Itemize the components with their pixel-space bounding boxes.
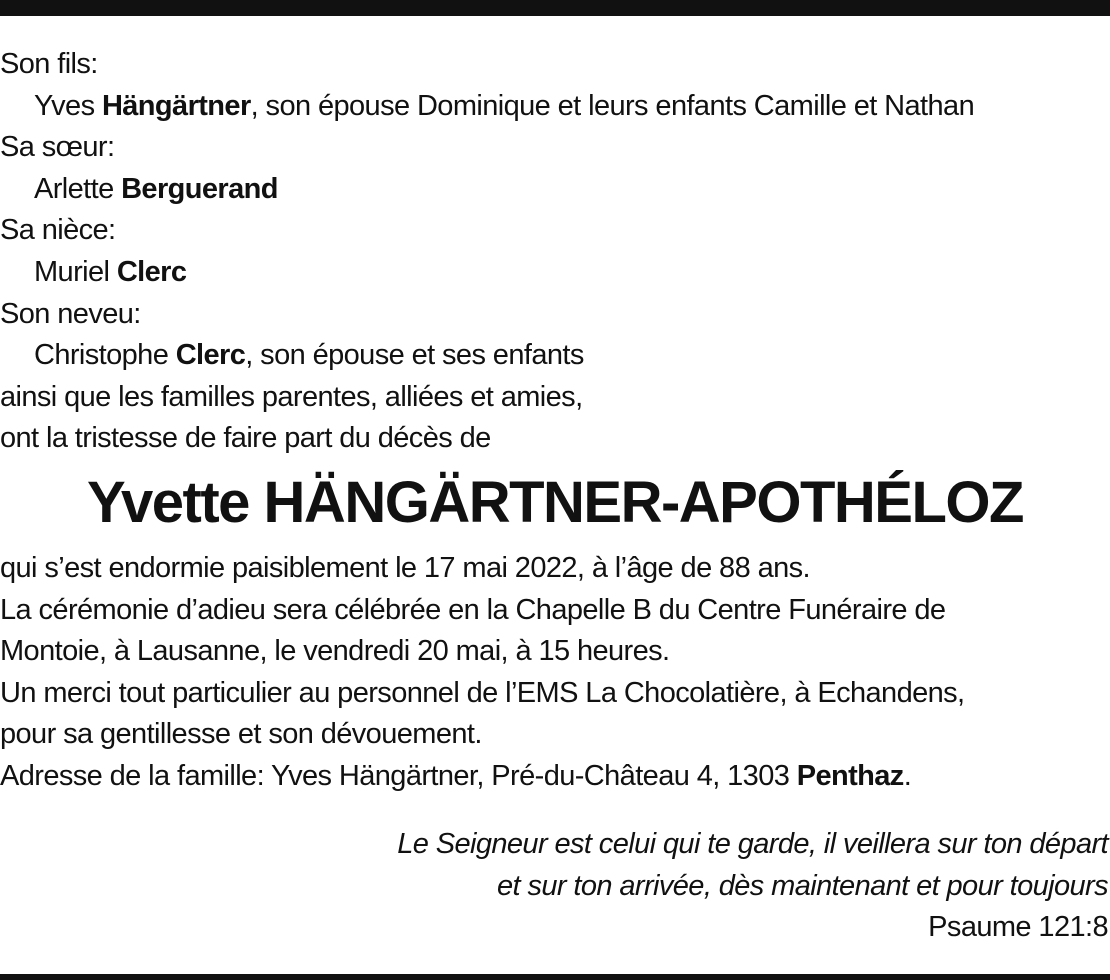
member-details: , son épouse Dominique et leurs enfants Camille et Nathan [250, 89, 975, 122]
address-suffix: . [903, 759, 912, 792]
verse-line: et sur ton arrivée, dès maintenant et pour toujours [497, 869, 1108, 902]
bottom-border-rule [0, 974, 1110, 980]
relation-label: Sa sœur: [0, 131, 115, 164]
member-details: , son épouse et ses enfants [245, 339, 584, 372]
relation-label: Son fils: [0, 48, 98, 80]
member-surname: Hängärtner [101, 89, 251, 122]
member-surname: Clerc [175, 339, 246, 372]
family-member [0, 86, 1110, 128]
member-surname: Clerc [116, 255, 187, 288]
top-border-rule [0, 0, 1110, 16]
detail-line: Un merci tout particulier au personnel de l’EMS La Chocolatière, à Echandens, [0, 676, 965, 709]
announcement-details [0, 548, 1110, 798]
detail-line: La cérémonie d’adieu sera célébrée en la Chapelle B du Centre Funéraire de [0, 593, 946, 626]
verse-reference: Psaume 121:8 [928, 911, 1108, 944]
intro-line: ainsi que les familles parentes, alliées et amies, [0, 380, 583, 413]
family-list [0, 44, 1110, 460]
family-member [0, 335, 1110, 377]
detail-line: Montoie, à Lausanne, le vendredi 20 mai, à 15 heures. [0, 635, 670, 668]
intro-line: ont la tristesse de faire part du décès de [0, 422, 491, 455]
relation-label: Sa nièce: [0, 214, 116, 247]
deceased-name-heading: Yvette HÄNGÄRTNER-APOTHÉLOZ [87, 470, 1023, 535]
member-first-name: Christophe [34, 339, 176, 372]
family-member [0, 252, 1110, 294]
detail-line: qui s’est endormie paisiblement le 17 mai 2022, à l’âge de 88 ans. [0, 552, 810, 584]
member-surname: Berguerand [121, 172, 278, 205]
member-first-name: Arlette [34, 172, 122, 205]
relation-label: Son neveu: [0, 297, 141, 330]
member-first-name: Yves [34, 89, 102, 122]
detail-line: pour sa gentillesse et son dévouement. [0, 718, 482, 751]
family-member [0, 169, 1110, 211]
address-city: Penthaz [796, 759, 904, 792]
verse-line: Le Seigneur est celui qui te garde, il veillera sur ton départ [397, 828, 1108, 860]
address-text: Adresse de la famille: Yves Hängärtner, Pré-du-Château 4, 1303 [0, 759, 797, 792]
bible-verse [397, 824, 1108, 949]
family-address [0, 756, 1110, 798]
member-first-name: Muriel [34, 255, 117, 288]
